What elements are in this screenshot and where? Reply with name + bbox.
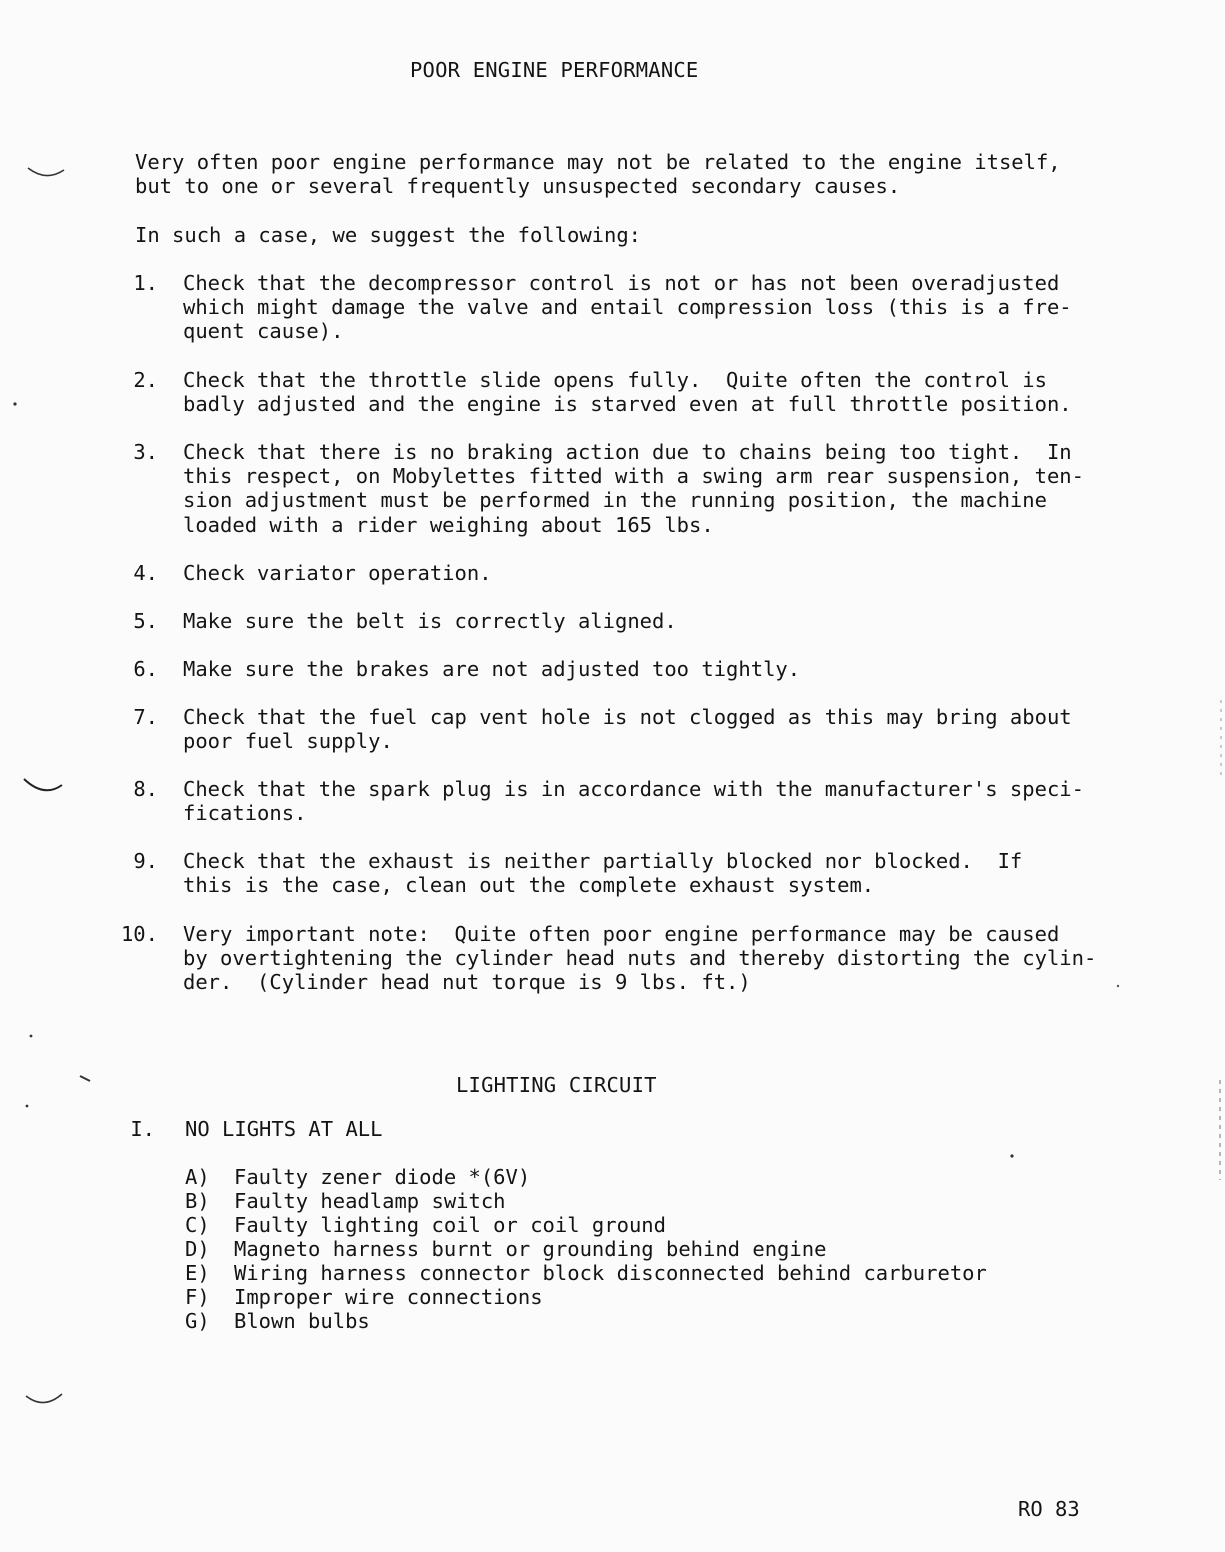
cause-text: Wiring harness connector block disconnected behind carburetor — [234, 1261, 987, 1285]
section-title-lighting-circuit: LIGHTING CIRCUIT — [456, 1073, 657, 1097]
item-number: 8. — [133, 777, 158, 801]
intro-paragraph — [135, 150, 1095, 198]
item-text: Check variator operation. — [183, 561, 492, 585]
item-number: 5. — [133, 609, 158, 633]
item-number: 1. — [133, 271, 158, 295]
item-number: 7. — [133, 705, 158, 729]
item-number: 2. — [133, 368, 158, 392]
cause-letter: A) — [185, 1165, 210, 1189]
speck — [80, 1076, 90, 1081]
item-text: Check that there is no braking action due to chains being too tight. In this respect, on Mobylettes fitted with a swing arm rear suspension, ten- sion adjustment must be performed in the running position, the machine loaded with a rider weighing about 165 lbs. — [183, 440, 1084, 537]
cause-text: Improper wire connections — [234, 1285, 543, 1309]
item-text: Very important note: Quite often poor engine performance may be caused by overtightening the cylinder head nuts and thereby distorting the cylin- der. (Cylinder head nut torque is 9 lbs. ft.) — [183, 922, 1097, 995]
cause-letter: B) — [185, 1189, 210, 1213]
page-number: RO 83 — [1018, 1497, 1080, 1521]
group-title: NO LIGHTS AT ALL — [185, 1117, 383, 1141]
intro-line: Very often poor engine performance may not be related to the engine itself, — [135, 150, 1061, 174]
cause-text: Magneto harness burnt or grounding behind engine — [234, 1237, 827, 1261]
speck — [13, 402, 16, 405]
intro-line: but to one or several frequently unsuspected secondary causes. — [135, 174, 901, 199]
cause-letter: D) — [185, 1237, 210, 1261]
cause-letter: G) — [185, 1309, 210, 1333]
item-text: Check that the spark plug is in accordance with the manufacturer's speci- fications. — [183, 777, 1084, 826]
hole-arc-top — [28, 168, 64, 176]
item-text: Check that the fuel cap vent hole is not clogged as this may bring about poor fuel supply. — [183, 705, 1072, 754]
speck — [26, 1105, 29, 1108]
section-title-engine-performance: POOR ENGINE PERFORMANCE — [410, 58, 699, 82]
hole-arc-bottom — [26, 1394, 62, 1403]
group-number: I. — [130, 1117, 155, 1141]
cause-letter: E) — [185, 1261, 210, 1285]
cause-letter: C) — [185, 1213, 210, 1237]
suggest-line: In such a case, we suggest the following: — [135, 223, 642, 247]
item-text: Make sure the belt is correctly aligned. — [183, 609, 677, 633]
cause-text: Blown bulbs — [234, 1309, 370, 1333]
item-number: 4. — [133, 561, 158, 585]
cause-text: Faulty headlamp switch — [234, 1189, 506, 1213]
item-number: 6. — [133, 657, 158, 681]
speck — [30, 1035, 33, 1038]
item-text: Check that the decompressor control is not or has not been overadjusted which might damage the valve and entail compression loss (this is a fre- quent cause). — [183, 271, 1072, 344]
item-text: Check that the exhaust is neither partially blocked nor blocked. If this is the case, clean out the complete exhaust system. — [183, 849, 1023, 898]
cause-letter: F) — [185, 1285, 210, 1309]
speck — [1010, 1154, 1013, 1157]
cause-text: Faulty zener diode *(6V) — [234, 1165, 531, 1189]
item-text: Make sure the brakes are not adjusted too tightly. — [183, 657, 801, 681]
item-text: Check that the throttle slide opens fully. Quite often the control is badly adjusted and the engine is starved even at full throttle position. — [183, 368, 1072, 417]
item-number: 9. — [133, 849, 158, 873]
cause-text: Faulty lighting coil or coil ground — [234, 1213, 666, 1237]
item-number: 3. — [133, 440, 158, 464]
item-number: 10. — [120, 922, 158, 946]
